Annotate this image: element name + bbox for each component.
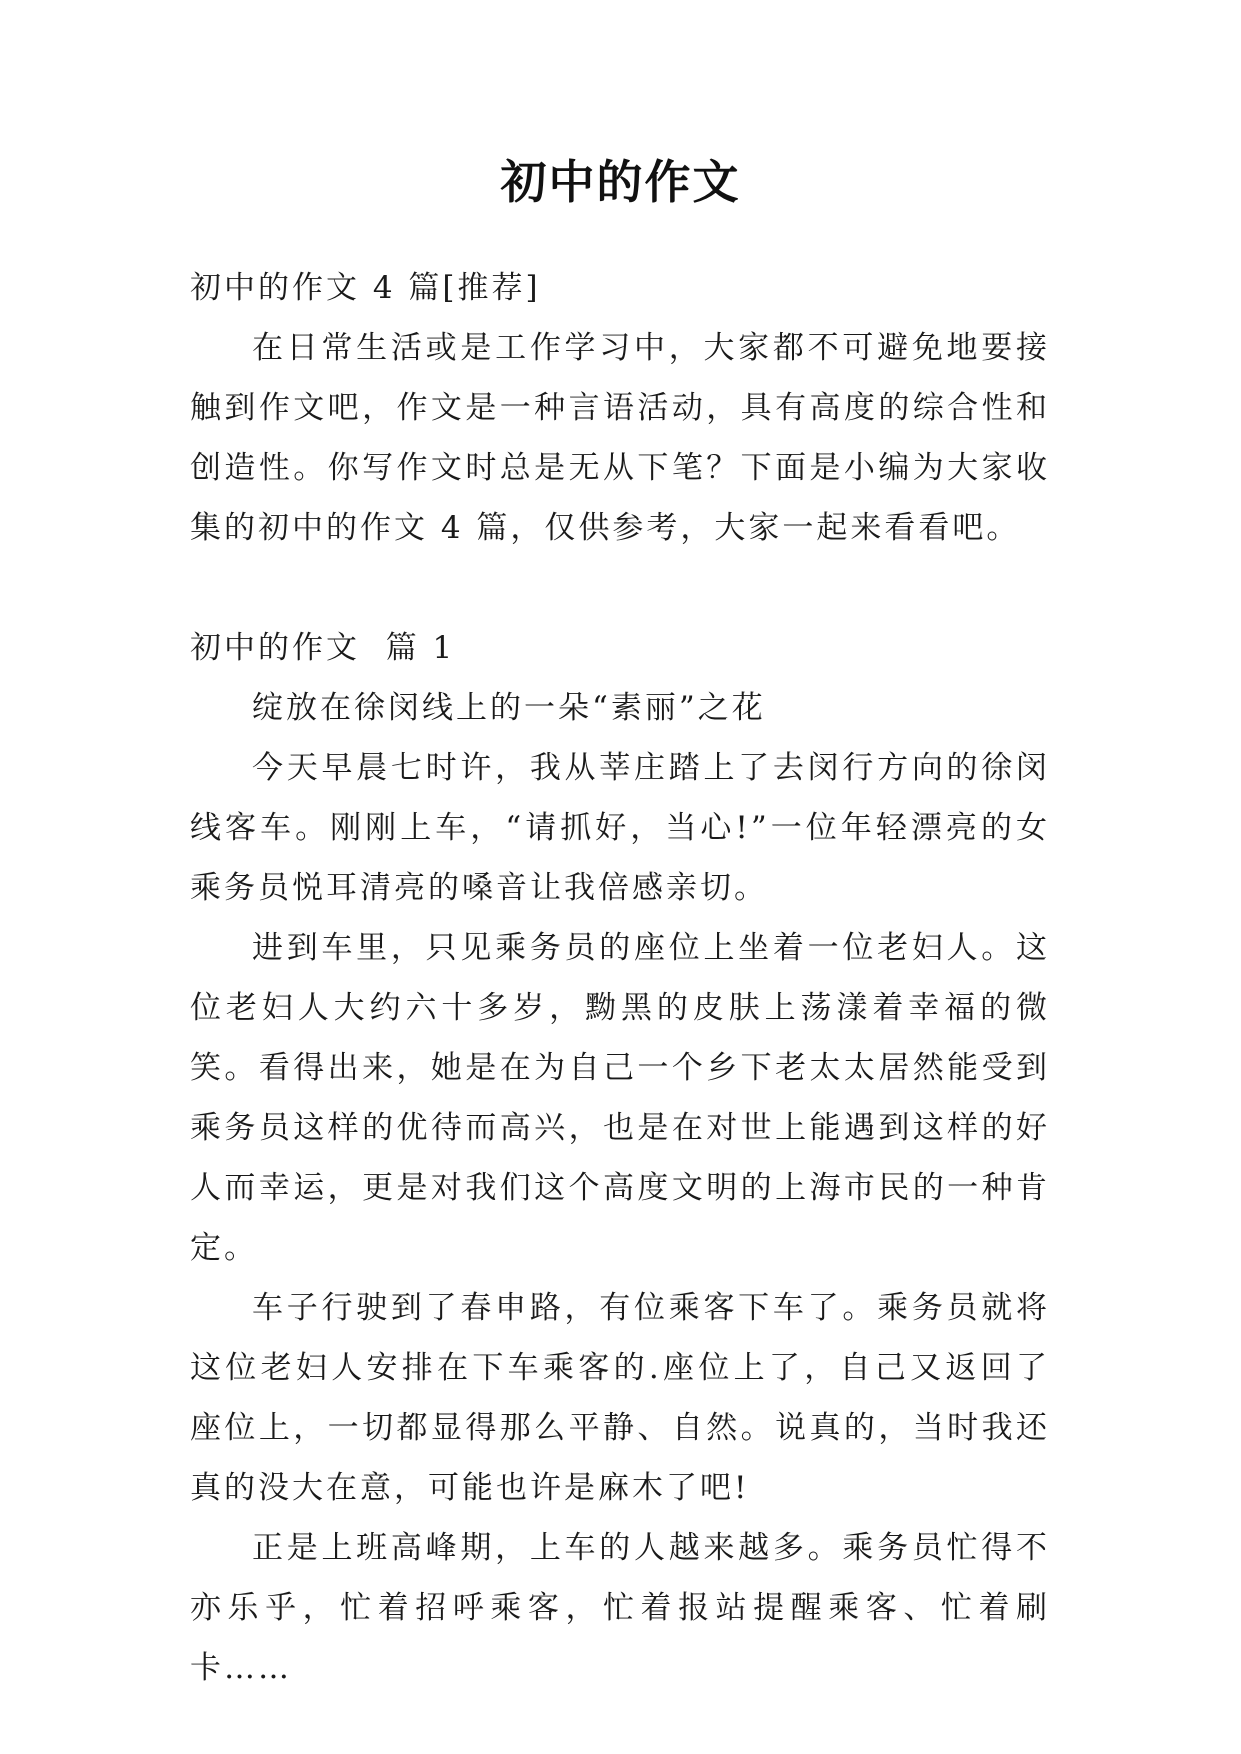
essay-paragraph: 今天早晨七时许，我从莘庄踏上了去闵行方向的徐闵线客车。刚刚上车，“请抓好，当心!”一位年轻漂亮的女乘务员悦耳清亮的嗓音让我倍感亲切。 <box>190 750 1050 906</box>
intro-paragraph: 在日常生活或是工作学习中，大家都不可避免地要接触到作文吧，作文是一种言语活动，具有高度的综合性和创造性。你写作文时总是无从下笔？下面是小编为大家收集的初中的作文 4 篇，仅供参考，大家一起来看看吧。 <box>190 330 1050 546</box>
essay-paragraph: 进到车里，只见乘务员的座位上坐着一位老妇人。这位老妇人大约六十多岁，黝黑的皮肤上荡漾着幸福的微笑。看得出来，她是在为自己一个乡下老太太居然能受到乘务员这样的优待而高兴，也是在对世上能遇到这样的好人而幸运，更是对我们这个高度文明的上海市民的一种肯定。 <box>190 930 1050 1266</box>
essay-paragraph: 正是上班高峰期，上车的人越来越多。乘务员忙得不亦乐乎，忙着招呼乘客，忙着报站提醒乘客、忙着刷卡…… <box>190 1530 1050 1686</box>
document-body <box>190 258 1050 1698</box>
document-subtitle: 初中的作文 4 篇[推荐] <box>190 270 541 306</box>
document-title: 初中的作文 <box>500 155 741 209</box>
section-heading: 初中的作文 篇 1 <box>190 630 456 666</box>
essay-paragraph: 车子行驶到了春申路，有位乘客下车了。乘务员就将这位老妇人安排在下车乘客的.座位上了，自己又返回了座位上，一切都显得那么平静、自然。说真的，当时我还真的没大在意，可能也许是麻木了吧! <box>190 1290 1050 1506</box>
section-spacer <box>190 558 1050 618</box>
essay-title: 绽放在徐闵线上的一朵“素丽”之花 <box>252 690 766 726</box>
